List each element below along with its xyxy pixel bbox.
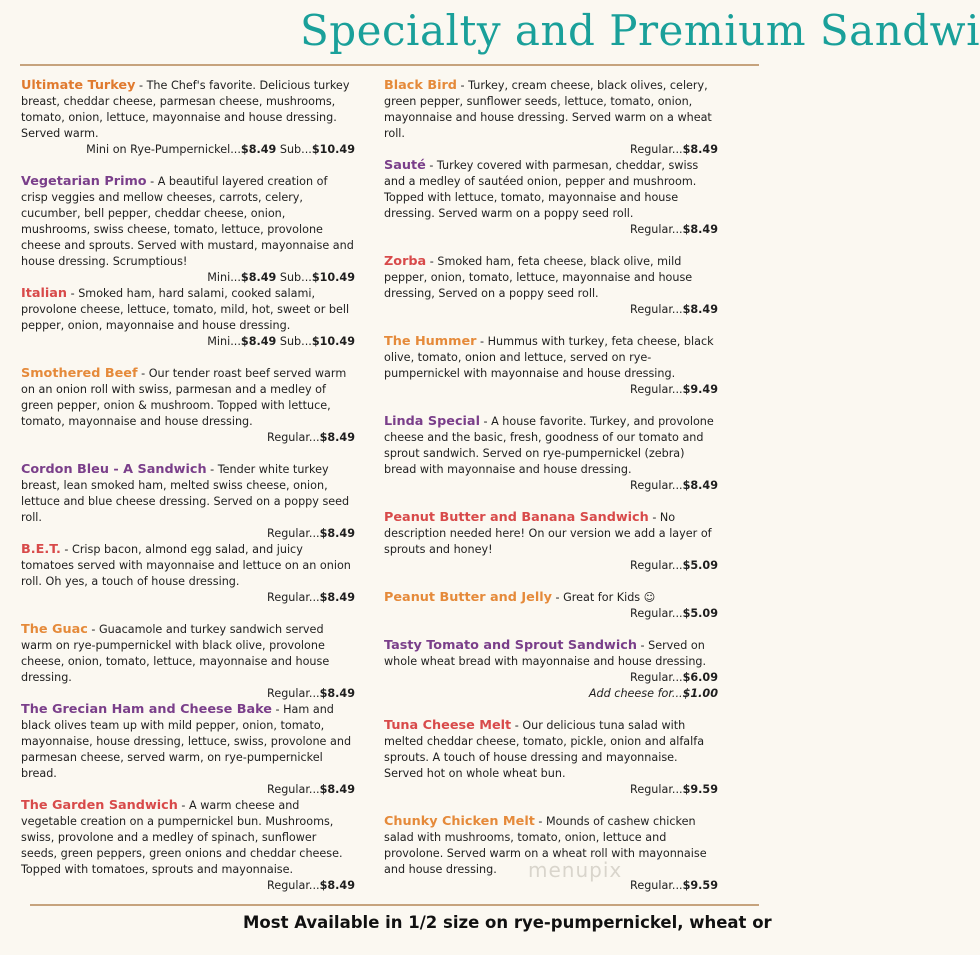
item-name: Smothered Beef	[21, 366, 138, 381]
menu-item	[21, 462, 355, 542]
item-description: - A house favorite. Turkey, and provolone cheese and the basic, fresh, goodness of our tomato and sprout sandwich. Served on rye-pumpernickel (zebra) bread with mayonnaise and house dressing.	[384, 415, 714, 476]
footer-note: Most Available in 1/2 size on rye-pumpernickel, wheat or	[243, 913, 772, 932]
item-description: - A beautiful layered creation of crisp veggies and mellow cheeses, carrots, celery, cucumber, bell pepper, cheddar cheese, onion, mushrooms, swiss cheese, tomato, lettuce, provolone cheese and sprouts. Served with mustard, mayonnaise and house dressing. Scrumptious!	[21, 175, 354, 268]
item-name: Chunky Chicken Melt	[384, 814, 535, 829]
item-addon-price: Add cheese for...$1.00	[588, 687, 718, 700]
item-description: - Our delicious tuna salad with melted cheddar cheese, tomato, pickle, onion and alfalfa sprouts. A touch of house dressing and mayonnaise. Served hot on whole wheat bun.	[384, 719, 705, 780]
item-name: Italian	[21, 286, 68, 301]
item-price: Regular...$8.49	[630, 303, 718, 316]
menu-item	[21, 702, 355, 798]
item-name: Peanut Butter and Banana Sandwich	[384, 510, 649, 525]
item-name: Black Bird	[384, 78, 457, 93]
item-description: - Smoked ham, hard salami, cooked salami, provolone cheese, lettuce, tomato, mild, hot, sweet or bell pepper, onion, mayonnaise and house dressing.	[21, 287, 350, 332]
menu-item	[384, 510, 718, 574]
item-description: - The Chef's favorite. Delicious turkey breast, cheddar cheese, parmesan cheese, mushrooms, tomato, onion, lettuce, mayonnaise and house dressing. Served warm.	[21, 79, 350, 140]
item-price: Mini on Rye-Pumpernickel...$8.49 Sub...$10.49	[86, 143, 355, 156]
item-description: - Mounds of cashew chicken salad with mushrooms, tomato, onion, lettuce and provolone. Served warm on a wheat roll with mayonnaise and house dressing.	[384, 815, 707, 876]
item-price: Regular...$8.49	[267, 687, 355, 700]
menu-item	[384, 414, 718, 494]
item-price: Regular...$8.49	[630, 143, 718, 156]
item-name: B.E.T.	[21, 542, 61, 557]
top-divider	[20, 64, 759, 66]
item-description: - Our tender roast beef served warm on an onion roll with swiss, parmesan and a medley of green pepper, onion & mushroom. Topped with lettuce, tomato, mayonnaise and house dressing.	[21, 367, 347, 428]
item-name: Tuna Cheese Melt	[384, 718, 512, 733]
item-description: - A warm cheese and vegetable creation on a pumpernickel bun. Mushrooms, swiss, provolone and a medley of spinach, sunflower seeds, green peppers, green onions and cheddar cheese. Topped with tomatoes, sprouts and mayonnaise.	[21, 799, 343, 876]
item-description: - Crisp bacon, almond egg salad, and juicy tomatoes served with mayonnaise and lettuce on an onion roll. Oh yes, a touch of house dressing.	[21, 543, 351, 588]
menu-item	[21, 542, 355, 606]
item-name: Linda Special	[384, 414, 480, 429]
item-name: The Grecian Ham and Cheese Bake	[21, 702, 272, 717]
item-price: Regular...$9.59	[630, 783, 718, 796]
menu-item	[384, 638, 718, 702]
item-description: - Served on whole wheat bread with mayonnaise and house dressing.	[384, 639, 707, 668]
menu-item	[384, 78, 718, 158]
item-description: - Hummus with turkey, feta cheese, black olive, tomato, onion and lettuce, served on rye-pumpernickel with mayonnaise and house dressing.	[384, 335, 714, 380]
item-name: Peanut Butter and Jelly	[384, 590, 552, 605]
item-price: Regular...$8.49	[267, 879, 355, 892]
watermark: menupix	[528, 858, 623, 882]
item-description: - Guacamole and turkey sandwich served warm on rye-pumpernickel with black olive, provolone cheese, onion, tomato, lettuce, mayonnaise and house dressing.	[21, 623, 330, 684]
item-name: The Guac	[21, 622, 88, 637]
item-name: Zorba	[384, 254, 427, 269]
item-price: Regular...$8.49	[267, 591, 355, 604]
item-description: - Ham and black olives team up with mild pepper, onion, tomato, mayonnaise, house dressing, lettuce, swiss, provolone and parmesan cheese, served warm, on rye-pumpernickel bread.	[21, 703, 352, 780]
item-price: Regular...$5.09	[630, 559, 718, 572]
item-name: Sauté	[384, 158, 426, 173]
item-price: Regular...$9.59	[630, 879, 718, 892]
bottom-divider	[30, 904, 759, 906]
menu-item	[384, 590, 718, 622]
item-description: - Great for Kids ☺	[551, 591, 656, 604]
menu-item	[384, 334, 718, 398]
menu-item	[21, 174, 355, 286]
item-price: Regular...$5.09	[630, 607, 718, 620]
item-name: Ultimate Turkey	[21, 78, 136, 93]
item-price: Regular...$8.49	[630, 223, 718, 236]
item-name: Tasty Tomato and Sprout Sandwich	[384, 638, 637, 653]
item-price: Mini...$8.49 Sub...$10.49	[207, 335, 355, 348]
menu-item	[384, 158, 718, 238]
menu-item	[384, 718, 718, 798]
item-price: Regular...$8.49	[267, 431, 355, 444]
item-description: - Smoked ham, feta cheese, black olive, mild pepper, onion, tomato, lettuce, mayonnaise and house dressing, Served on a poppy seed roll.	[384, 255, 693, 300]
item-description: - Turkey, cream cheese, black olives, celery, green pepper, sunflower seeds, lettuce, tomato, onion, mayonnaise and house dressing. Served warm on a wheat roll.	[384, 79, 712, 140]
item-price: Regular...$9.49	[630, 383, 718, 396]
menu-item	[384, 254, 718, 318]
item-price: Regular...$6.09	[630, 671, 718, 684]
menu-item	[384, 814, 718, 894]
menu-item	[21, 798, 355, 894]
item-description: - Tender white turkey breast, lean smoked ham, melted swiss cheese, onion, lettuce and blue cheese dressing. Served on a poppy seed roll.	[21, 463, 350, 524]
item-name: Cordon Bleu - A Sandwich	[21, 462, 207, 477]
item-name: The Hummer	[384, 334, 477, 349]
menu-item	[21, 78, 355, 158]
menu-item	[21, 286, 355, 350]
item-name: The Garden Sandwich	[21, 798, 178, 813]
item-price: Mini...$8.49 Sub...$10.49	[207, 271, 355, 284]
menu-item	[21, 366, 355, 446]
item-price: Regular...$8.49	[267, 783, 355, 796]
item-price: Regular...$8.49	[267, 527, 355, 540]
page-title: Specialty and Premium Sandwi	[300, 6, 980, 55]
item-description: - Turkey covered with parmesan, cheddar, swiss and a medley of sautéed onion, pepper and mushroom. Topped with lettuce, tomato, mayonnaise and house dressing. Served warm on a poppy seed roll.	[384, 159, 699, 220]
item-price: Regular...$8.49	[630, 479, 718, 492]
item-description: - No description needed here! On our version we add a layer of sprouts and honey!	[384, 511, 712, 556]
item-name: Vegetarian Primo	[21, 174, 147, 189]
menu-item	[21, 622, 355, 702]
